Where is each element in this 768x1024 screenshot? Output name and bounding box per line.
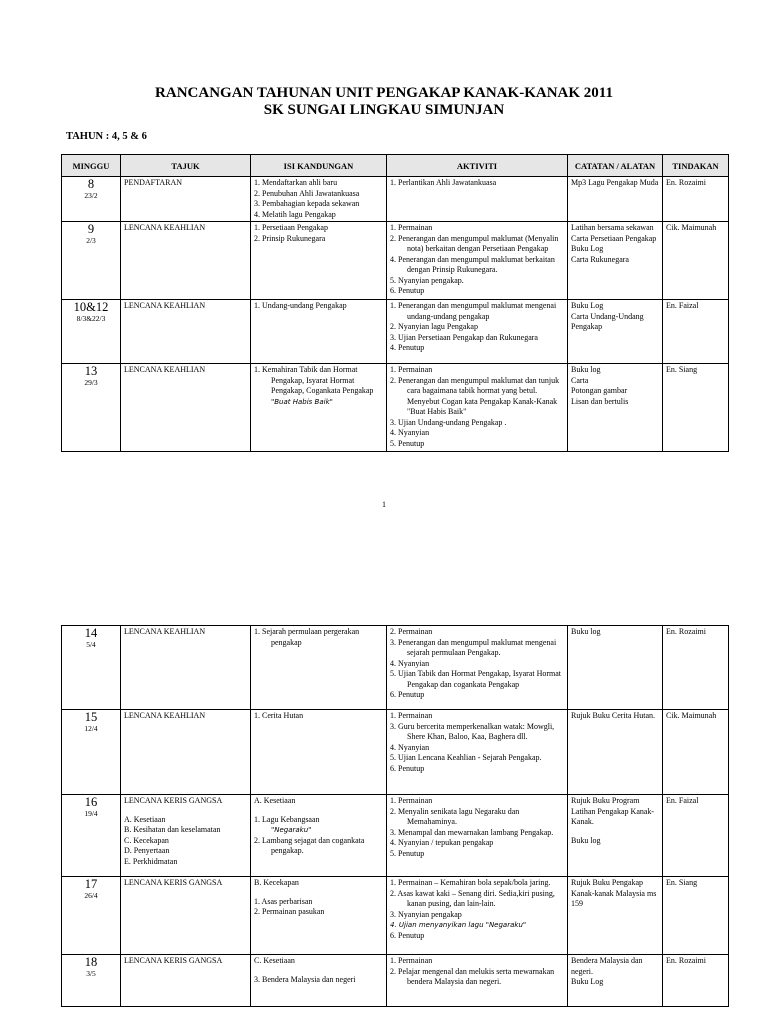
aktiviti-item: 2. Pelajar mengenal dan melukis serta mewarnakan bendera Malaysia dan negeri.	[390, 966, 555, 986]
aktiviti-cell	[387, 877, 568, 955]
isi-item: 4. Melatih lagu Pengakap	[254, 209, 336, 219]
tindakan-cell: Cik. Maimunah	[663, 222, 729, 300]
week-date: 5/4	[86, 640, 96, 649]
tindakan-cell: En. Faizal	[663, 300, 729, 364]
isi-item: 1. Cerita Hutan	[254, 711, 304, 720]
tajuk-text: LENCANA KERIS GANGSA	[124, 878, 223, 887]
isi-item: 1. Mendaftarkan ahli baru	[254, 178, 338, 187]
aktiviti-item: 3. Guru bercerita memperkenalkan watak: Mowgli, Shere Khan, Baloo, Kaa, Baghera dll.	[390, 721, 555, 741]
aktiviti-cell	[387, 955, 568, 1007]
week-date: 2/3	[86, 236, 96, 245]
minggu-cell	[62, 877, 121, 955]
week-date: 12/4	[84, 724, 98, 733]
table-row	[62, 300, 729, 364]
isi-cell	[251, 877, 387, 955]
week-number: 9	[87, 222, 95, 236]
aktiviti-item: 5. Nyanyian pengakap.	[390, 275, 464, 285]
aktiviti-item: 4. Penerangan dan mengumpul maklumat berkaitan dengan Prinsip Rukunegara.	[390, 254, 555, 274]
spacer	[124, 807, 247, 815]
catatan-item: Bendera Malaysia dan negeri.	[571, 956, 643, 976]
isi-heading: C. Kesetiaan	[254, 956, 295, 965]
aktiviti-item: 5. Ujian Lencana Keahlian - Sejarah Pengakap.	[390, 753, 542, 762]
isi-item: 1. Sejarah permulaan pergerakan pengakap	[254, 627, 360, 647]
aktiviti-item: 6. Penutup	[390, 286, 425, 295]
week-number: 10&12	[73, 300, 109, 314]
week-number: 13	[84, 364, 98, 378]
catatan-item: Rujuk Buku Pengakap Kanak-kanak Malaysia ms 159	[571, 878, 657, 908]
tajuk-cell	[121, 177, 251, 222]
aktiviti-handwritten: 4. Ujian menyanyikan lagu "Negaraku"	[390, 921, 527, 929]
isi-cell	[251, 626, 387, 710]
minggu-cell	[62, 222, 121, 300]
minggu-cell	[62, 710, 121, 795]
header-aktiviti: AKTIVITI	[387, 155, 568, 177]
aktiviti-item: 2. Nyanyian lagu Pengakap	[390, 322, 478, 331]
tindakan-cell: En. Rozaimi	[663, 955, 729, 1007]
header-tindakan: TINDAKAN	[663, 155, 729, 177]
aktiviti-item: 1. Permainan – Kemahiran bola sepak/bola jaring.	[390, 878, 551, 887]
table-row	[62, 795, 729, 877]
aktiviti-cell	[387, 795, 568, 877]
spacer	[254, 889, 383, 897]
isi-cell	[251, 300, 387, 364]
isi-item: 2. Lambang sejagat dan cogankata pengakap.	[254, 835, 365, 855]
header-tajuk: TAJUK	[121, 155, 251, 177]
isi-item: 1. Kemahiran Tabik dan Hormat Pengakap, Isyarat Hormat Pengakap, Cogankata Pengakap	[254, 365, 374, 395]
table-row	[62, 955, 729, 1007]
aktiviti-item: 4. Nyanyian / tepukan pengakap	[390, 838, 494, 847]
catatan-item: Lisan dan bertulis	[571, 396, 629, 406]
isi-cell	[251, 364, 387, 452]
aktiviti-item: 2. Penerangan dan mengumpul maklumat dan tunjuk cara bagaimana tabik hormat yang betul. Menyebut Cogan kata Pengakap Kanak-Kanak "Buat Habis Baik"	[390, 375, 560, 416]
catatan-cell	[568, 222, 663, 300]
aktiviti-item: 5. Penutup	[390, 438, 425, 448]
aktiviti-item: 1. Permainan	[390, 223, 433, 232]
aktiviti-cell	[387, 364, 568, 452]
table-row	[62, 364, 729, 452]
tajuk-cell	[121, 222, 251, 300]
aktiviti-item: 1. Permainan	[390, 956, 433, 965]
aktiviti-item: 1. Permainan	[390, 365, 433, 374]
week-date: 19/4	[84, 809, 98, 818]
tahun-label: TAHUN : 4, 5 & 6	[66, 131, 147, 142]
catatan-item: Carta Rukunegara	[571, 254, 629, 264]
isi-heading: A. Kesetiaan	[254, 796, 296, 805]
header-catatan: CATATAN / ALATAN	[568, 155, 663, 177]
tajuk-cell	[121, 795, 251, 877]
catatan-item: Carta Undang-Undang Pengakap	[571, 311, 644, 331]
tajuk-subitem: D. Penyertaan	[124, 846, 170, 855]
isi-cell	[251, 795, 387, 877]
aktiviti-item: 1. Permainan	[390, 796, 433, 805]
catatan-cell	[568, 955, 663, 1007]
tindakan-cell: En. Rozaimi	[663, 626, 729, 710]
isi-cell	[251, 710, 387, 795]
week-number: 16	[84, 795, 98, 809]
catatan-item: Buku Log	[571, 977, 604, 986]
isi-cell	[251, 222, 387, 300]
minggu-cell	[62, 955, 121, 1007]
tajuk-cell	[121, 626, 251, 710]
aktiviti-item: 3. Penerangan dan mengumpul maklumat mengenai sejarah permulaan Pengakap.	[390, 637, 557, 657]
catatan-item: Buku Log	[571, 301, 604, 310]
catatan-item: Potongan gambar	[571, 386, 628, 395]
week-date: 26/4	[84, 891, 98, 900]
catatan-item: Buku Log	[571, 244, 604, 253]
week-date: 8/3&22/3	[76, 314, 106, 323]
isi-item: 1. Lagu Kebangsaan	[254, 814, 320, 824]
aktiviti-item: 4. Nyanyian	[390, 428, 430, 437]
catatan-item: Carta	[571, 375, 589, 385]
aktiviti-item: 2. Menyalin senikata lagu Negaraku dan Memahaminya.	[390, 806, 520, 826]
tajuk-text: LENCANA KERIS GANGSA	[124, 956, 223, 965]
tajuk-text: LENCANA KEAHLIAN	[124, 301, 206, 310]
isi-item: 1. Asas perbarisan	[254, 896, 313, 906]
plan-table-1	[61, 154, 729, 452]
isi-item: 3. Bendera Malaysia dan negeri	[254, 974, 356, 984]
catatan-cell	[568, 877, 663, 955]
isi-handwritten: "Buat Habis Baik"	[271, 397, 333, 406]
catatan-item: Rujuk Buku Cerita Hutan.	[571, 711, 655, 720]
catatan-cell	[568, 364, 663, 452]
aktiviti-cell	[387, 300, 568, 364]
minggu-cell	[62, 300, 121, 364]
tajuk-text: LENCANA KEAHLIAN	[124, 223, 206, 232]
isi-handwritten: "Negaraku"	[271, 826, 312, 834]
catatan-cell	[568, 710, 663, 795]
catatan-item: Latihan bersama sekawan	[571, 223, 654, 232]
tajuk-cell	[121, 364, 251, 452]
tindakan-cell: En. Siang	[663, 364, 729, 452]
tajuk-subitem: B. Kesihatan dan keselamatan	[124, 825, 221, 834]
aktiviti-cell	[387, 177, 568, 222]
tindakan-cell: En. Siang	[663, 877, 729, 955]
school-name: SK SUNGAI LINGKAU SIMUNJAN	[263, 102, 505, 118]
catatan-cell	[568, 300, 663, 364]
aktiviti-item: 3. Ujian Persetiaan Pengakap dan Rukunegara	[390, 332, 538, 342]
isi-item: 2. Permainan pasukan	[254, 907, 325, 916]
aktiviti-item: 2. Penerangan dan mengumpul maklumat (Menyalin nota) berkaitan dengan Persetiaan Pengakap	[390, 233, 559, 253]
tajuk-text: PENDAFTARAN	[124, 178, 183, 187]
aktiviti-item: 3. Nyanyian pengakap	[390, 909, 462, 919]
tajuk-cell	[121, 955, 251, 1007]
table-row	[62, 626, 729, 710]
aktiviti-item: 5. Ujian Tabik dan Hormat Pengakap, Isyarat Hormat Pengakap dan cogankata Pengakap	[390, 669, 562, 689]
week-number: 8	[87, 177, 95, 191]
tindakan-cell: Cik. Maimunah	[663, 710, 729, 795]
catatan-cell	[568, 626, 663, 710]
tajuk-text: LENCANA KEAHLIAN	[124, 365, 206, 374]
catatan-item: Buku log	[571, 835, 601, 845]
isi-item: 2. Penubuhan Ahli Jawatankuasa	[254, 188, 360, 198]
week-number: 18	[84, 955, 98, 969]
tindakan-cell: En. Faizal	[663, 795, 729, 877]
aktiviti-item: 1. Penerangan dan mengumpul maklumat mengenai undang-undang pengakap	[390, 301, 557, 321]
table-row	[62, 877, 729, 955]
tajuk-cell	[121, 300, 251, 364]
week-date: 23/2	[84, 191, 98, 200]
tajuk-subitem: E. Perkhidmatan	[124, 856, 178, 866]
minggu-cell	[62, 364, 121, 452]
tajuk-subitem: C. Kecekapan	[124, 835, 169, 845]
aktiviti-item: 3. Menampal dan mewarnakan lambang Pengakap.	[390, 827, 554, 837]
tajuk-subitem: A. Kesetiaan	[124, 814, 166, 824]
aktiviti-item: 1. Permainan	[390, 711, 433, 720]
isi-item: 1. Persetiaan Pengakap	[254, 223, 328, 232]
page-number: 1	[382, 500, 386, 509]
aktiviti-cell	[387, 626, 568, 710]
aktiviti-item: 5. Penutup	[390, 848, 425, 858]
aktiviti-item: 6. Penutup	[390, 763, 425, 773]
spacer	[254, 807, 383, 815]
header-minggu: MINGGU	[62, 155, 121, 177]
aktiviti-item: 6. Penutup	[390, 930, 425, 940]
tajuk-text: LENCANA KEAHLIAN	[124, 627, 206, 636]
tajuk-cell	[121, 710, 251, 795]
aktiviti-item: 4. Penutup	[390, 343, 425, 352]
catatan-cell	[568, 177, 663, 222]
plan-table-2	[61, 625, 729, 1007]
week-number: 17	[84, 877, 98, 891]
isi-item: 3. Pembahagian kepada sekawan	[254, 199, 360, 208]
isi-cell	[251, 955, 387, 1007]
aktiviti-item: 1. Perlantikan Ahli Jawatankuasa	[390, 178, 497, 187]
header-isi: ISI KANDUNGAN	[251, 155, 387, 177]
aktiviti-item: 2. Permainan	[390, 627, 433, 636]
catatan-item: Rujuk Buku Program Latihan Pengakap Kanak-Kanak.	[571, 796, 655, 826]
table-row	[62, 710, 729, 795]
tindakan-cell: En. Rozaimi	[663, 177, 729, 222]
spacer	[254, 967, 383, 975]
aktiviti-cell	[387, 710, 568, 795]
tajuk-cell	[121, 877, 251, 955]
minggu-cell	[62, 795, 121, 877]
table-row	[62, 222, 729, 300]
week-date: 3/5	[86, 969, 96, 978]
isi-item: 2. Prinsip Rukunegara	[254, 233, 326, 243]
catatan-item: Carta Persetiaan Pengakap	[571, 233, 657, 243]
document-title: RANCANGAN TAHUNAN UNIT PENGAKAP KANAK-KANAK 2011	[155, 85, 613, 101]
isi-cell	[251, 177, 387, 222]
aktiviti-item: 3. Ujian Undang-undang Pengakap .	[390, 417, 507, 427]
catatan-cell	[568, 795, 663, 877]
aktiviti-item: 2. Asas kawat kaki – Senang diri. Sedia,kiri pusing, kanan pusing, dan lain-lain.	[390, 888, 555, 908]
table-row	[62, 177, 729, 222]
catatan-item: Buku log	[571, 365, 601, 374]
catatan-item: Mp3 Lagu Pengakap Muda	[571, 178, 659, 187]
aktiviti-item: 6. Penutup	[390, 690, 425, 699]
minggu-cell	[62, 626, 121, 710]
isi-item: 1. Undang-undang Pengakap	[254, 301, 347, 310]
catatan-item: Buku log	[571, 627, 601, 636]
minggu-cell	[62, 177, 121, 222]
week-number: 15	[84, 710, 98, 724]
tajuk-text: LENCANA KEAHLIAN	[124, 711, 206, 720]
isi-heading: B. Kecekapan	[254, 878, 299, 887]
spacer	[571, 828, 659, 836]
tajuk-text: LENCANA KERIS GANGSA	[124, 796, 223, 805]
aktiviti-cell	[387, 222, 568, 300]
aktiviti-item: 4. Nyanyian	[390, 742, 430, 752]
week-date: 29/3	[84, 378, 98, 387]
aktiviti-item: 4. Nyanyian	[390, 658, 430, 668]
week-number: 14	[84, 626, 98, 640]
